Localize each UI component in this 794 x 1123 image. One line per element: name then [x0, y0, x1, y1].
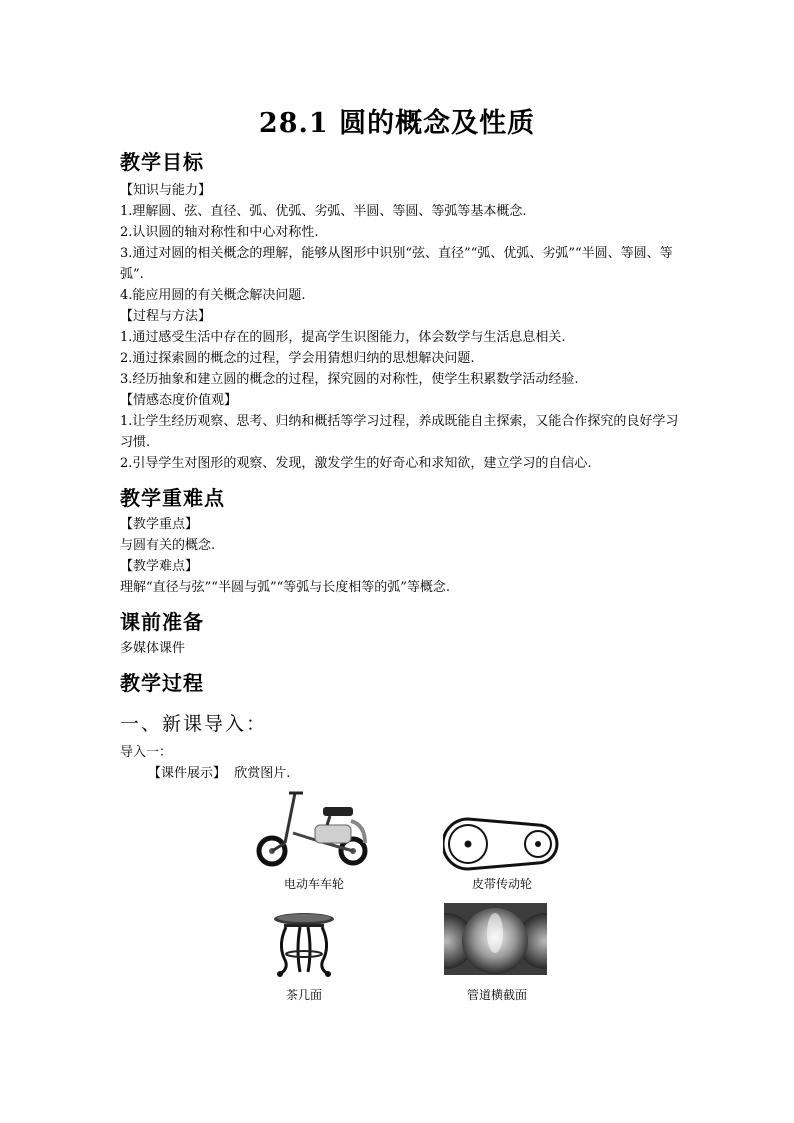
knowledge-item: 3.通过对圆的相关概念的理解，能够从图形中识别“弦、直径”“弧、优弧、劣弧”“半圆、等圆、等弧”. [120, 246, 673, 282]
figure-caption: 管道横截面 [466, 988, 527, 1002]
knowledge-item: 1.理解圆、弦、直径、弧、优弧、劣弧、半圆、等圆、等弧等基本概念. [120, 204, 527, 219]
courseware-show-line: 【课件展示】 欣赏图片. [148, 766, 291, 781]
focus-text: 与圆有关的概念. [120, 538, 216, 553]
pipe-cross-section-image [444, 903, 547, 975]
difficulty-tag: 【教学难点】 [120, 559, 199, 574]
knowledge-item: 2.认识圆的轴对称性和中心对称性. [120, 225, 319, 240]
figure-caption: 茶几面 [285, 988, 322, 1002]
knowledge-tag: 【知识与能力】 [120, 183, 212, 198]
process-item: 2.通过探索圆的概念的过程，学会用猜想归纳的思想解决问题. [120, 351, 475, 366]
process-heading: 教学过程 [120, 671, 204, 695]
electric-bike-image [255, 785, 373, 867]
process-tag: 【过程与方法】 [120, 309, 212, 324]
figure-caption: 皮带传动轮 [471, 877, 532, 891]
goals-heading: 教学目标 [120, 150, 204, 174]
figure-caption: 电动车车轮 [283, 877, 344, 891]
prep-heading: 课前准备 [120, 610, 204, 634]
document-title: 28.1 圆的概念及性质 [258, 108, 536, 139]
intro-subheading: 一、新课导入： [120, 713, 268, 735]
process-item: 1.通过感受生活中存在的圆形，提高学生识图能力，体会数学与生活息息相关. [120, 330, 566, 345]
difficulty-text: 理解“直径与弦”“半圆与弧”“等弧与长度相等的弧”等概念. [120, 580, 451, 595]
emotion-item: 1.让学生经历观察、思考、归纳和概括等学习过程，养成既能自主探索，又能合作探究的良好学习习惯. [120, 414, 679, 450]
emotion-tag: 【情感态度价值观】 [120, 393, 238, 408]
process-item: 3.经历抽象和建立圆的概念的过程，探究圆的对称性，使学生积累数学活动经验. [120, 372, 579, 387]
knowledge-item: 4.能应用圆的有关概念解决问题. [120, 288, 306, 303]
tea-table-image [270, 910, 338, 978]
belt-drive-image [443, 815, 561, 873]
intro-label: 导入一： [120, 745, 173, 760]
keypoints-heading: 教学重难点 [120, 486, 225, 510]
focus-tag: 【教学重点】 [120, 517, 199, 532]
prep-text: 多媒体课件 [120, 641, 186, 656]
emotion-item: 2.引导学生对图形的观察、发现，激发学生的好奇心和求知欲，建立学习的自信心. [120, 456, 592, 471]
